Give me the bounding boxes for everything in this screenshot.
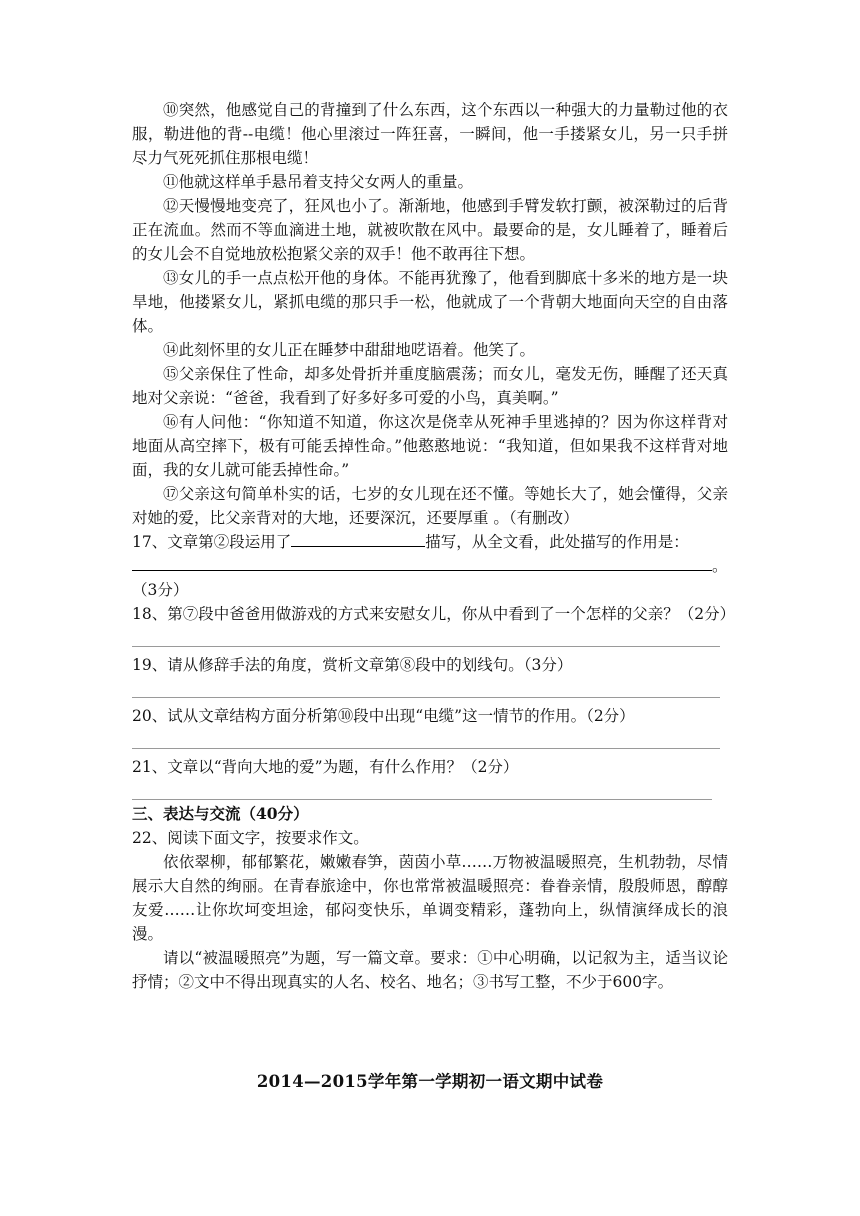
question-20: 20、试从文章结构方面分析第⑩段中出现“电缆”这一情节的作用。（2分） (132, 707, 635, 725)
exam-title: 2014—2015学年第一学期初一语文期中试卷 (256, 1072, 604, 1091)
section-3-heading: 三、表达与交流（40分） (132, 804, 309, 823)
answer-blank-17-b1[interactable] (132, 555, 304, 571)
paragraph-11: ⑪他就这样单手悬吊着支持父女两人的重量。 (163, 173, 474, 191)
question-17-part-a: 17、文章第②段运用了 (132, 533, 292, 551)
answer-line-20[interactable] (132, 748, 720, 749)
paragraph-14: ⑭此刻怀里的女儿正在睡梦中甜甜地呓语着。他笑了。 (163, 341, 536, 359)
answer-line-19[interactable] (132, 697, 720, 698)
answer-line-18[interactable] (132, 646, 720, 647)
answer-blank-17-b2[interactable] (304, 555, 712, 571)
question-17-part-b: 描写，从全文看，此处描写的作用是： (425, 533, 689, 551)
question-17 (132, 530, 728, 602)
question-22: 22、阅读下面文字，按要求作文。 (132, 829, 369, 847)
paragraph-15: ⑮父亲保住了性命，却多处骨折并重度脑震荡；而女儿，毫发无伤，睡醒了还天真地对父亲说：“爸爸，我看到了好多好多可爱的小鸟，真美啊。” (132, 365, 728, 407)
question-21: 21、文章以“背向大地的爱”为题，有什么作用？（2分） (132, 758, 519, 776)
question-19: 19、请从修辞手法的角度，赏析文章第⑧段中的划线句。（3分） (132, 656, 573, 674)
question-17-score: （3分） (132, 581, 189, 599)
answer-line-21[interactable] (132, 799, 712, 800)
paragraph-10: ⑩突然，他感觉自己的背撞到了什么东西，这个东西以一种强大的力量勒过他的衣服，勒进他的背--电缆！他心里滚过一阵狂喜，一瞬间，他一手搂紧女儿，另一只手拼尽力气死死抓住那根电缆！ (132, 101, 728, 167)
question-18: 18、第⑦段中爸爸用做游戏的方式来安慰女儿，你从中看到了一个怎样的父亲？（2分） (132, 605, 736, 623)
paragraph-17: ⑰父亲这句简单朴实的话，七岁的女儿现在还不懂。等她长大了，她会懂得，父亲对她的爱，比父亲背对的大地，还要深沉，还要厚重 。（有删改） (132, 485, 728, 527)
answer-blank-17-a[interactable] (291, 531, 425, 547)
question-17-end: 。 (712, 557, 728, 575)
exam-page (132, 98, 736, 994)
essay-prompt: 依依翠柳，郁郁繁花，嫩嫩春笋，茵茵小草……万物被温暖照亮，生机勃勃，尽情展示大自然的绚丽。在青春旅途中，你也常常被温暖照亮：眷眷亲情，殷殷师恩，醇醇友爱……让你坎坷变坦途，郁闷变快乐，单调变精彩，蓬勃向上，纵情演绎成长的浪漫。 (132, 853, 728, 943)
essay-requirement: 请以“被温暖照亮”为题，写一篇文章。要求：①中心明确，以记叙为主，适当议论抒情；②文中不得出现真实的人名、校名、地名；③书写工整，不少于600字。 (132, 949, 728, 991)
paragraph-13: ⑬女儿的手一点点松开他的身体。不能再犹豫了，他看到脚底十多米的地方是一块旱地，他搂紧女儿，紧抓电缆的那只手一松，他就成了一个背朝大地面向天空的自由落体。 (132, 269, 728, 335)
paragraph-12: ⑫天慢慢地变亮了，狂风也小了。渐渐地，他感到手臂发软打颤，被深勒过的后背正在流血。然而不等血滴进土地，就被吹散在风中。最要命的是，女儿睡着了，睡着后的女儿会不自觉地放松抱紧父亲的双手！他不敢再往下想。 (132, 197, 728, 263)
paragraph-16: ⑯有人问他：“你知道不知道，你这次是侥幸从死神手里逃掉的？因为你这样背对地面从高空摔下，极有可能丢掉性命。”他憨憨地说：“我知道，但如果我不这样背对地面，我的女儿就可能丢掉性命。” (132, 413, 728, 479)
